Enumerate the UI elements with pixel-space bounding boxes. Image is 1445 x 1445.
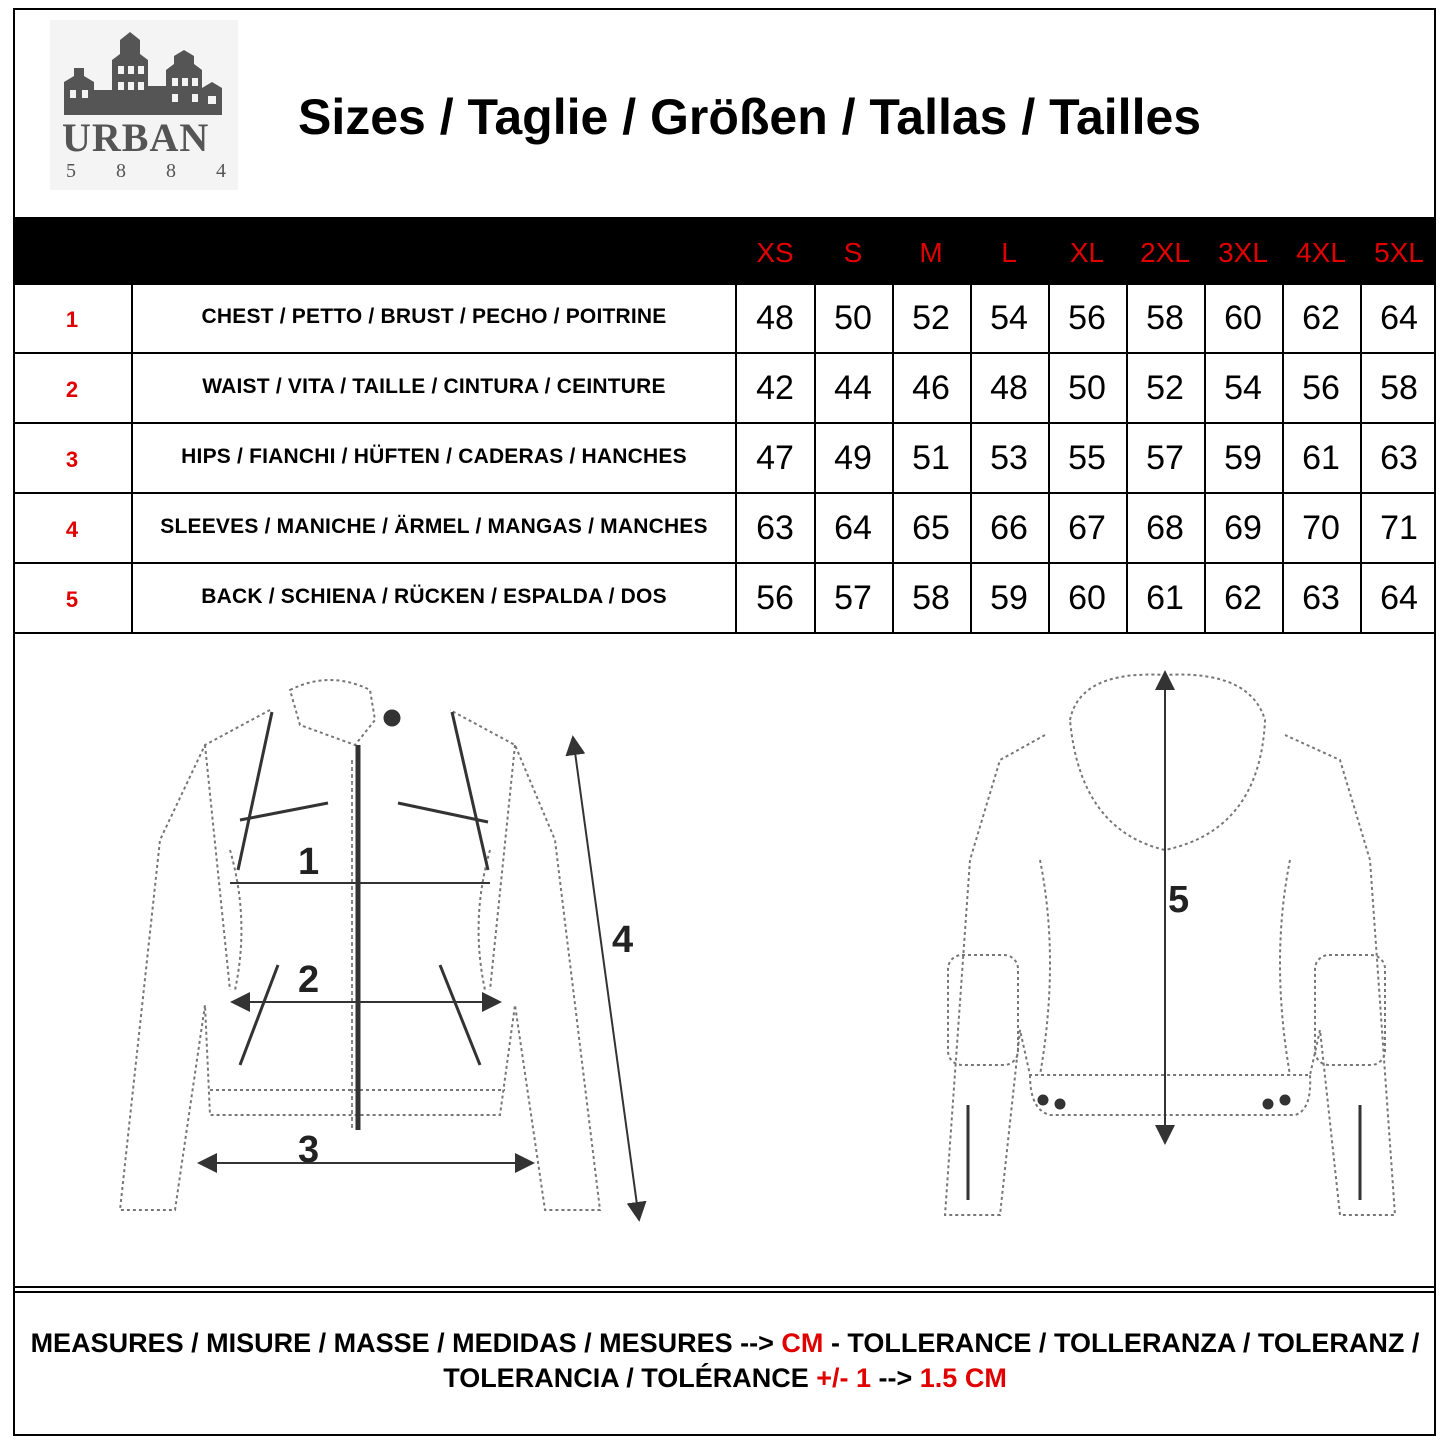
table-cell: 60 (1068, 579, 1106, 617)
brand-logo (50, 20, 238, 190)
tolerance-range: 1.5 CM (919, 1363, 1007, 1393)
measure-label-5: 5 (1168, 879, 1190, 921)
table-cell: 70 (1302, 509, 1340, 547)
table-cell: 61 (1146, 579, 1184, 617)
divider (13, 1291, 1436, 1293)
measure-label-2: 2 (298, 959, 320, 1001)
logo-digits (66, 160, 226, 183)
logo-digit: 8 (116, 160, 126, 182)
logo-digit: 4 (216, 160, 226, 182)
table-cell: 63 (756, 509, 794, 547)
row-label: SLEEVES / MANICHE / ÄRMEL / MANGAS / MANCHES (160, 515, 708, 538)
table-cell: 55 (1068, 439, 1106, 477)
measures-text: MEASURES / MISURE / MASSE / MEDIDAS / MESURES --> (30, 1328, 774, 1358)
table-cell: 54 (1224, 369, 1262, 407)
table-cell: 50 (834, 299, 872, 337)
measures-note-line2 (20, 1363, 1430, 1394)
houses-icon (50, 20, 238, 120)
table-cell: 56 (1068, 299, 1106, 337)
table-cell: 64 (1380, 579, 1418, 617)
measure-label-1: 1 (298, 841, 320, 883)
table-cell: 58 (1380, 369, 1418, 407)
back-jacket-drawing (945, 675, 1395, 1215)
table-cell: 62 (1224, 579, 1262, 617)
table-cell: 68 (1146, 509, 1184, 547)
row-number: 2 (65, 377, 79, 402)
size-label-2xl: 2XL (1140, 237, 1190, 268)
table-cell: 57 (834, 579, 872, 617)
size-label-m: M (919, 237, 943, 268)
divider (13, 1286, 1436, 1288)
tolerance-text: - TOLLERANCE / TOLLERANZA / TOLERANZ / (830, 1328, 1420, 1358)
table-cell: 48 (990, 369, 1028, 407)
table-cell: 58 (912, 579, 950, 617)
unit-text: CM (781, 1328, 824, 1358)
row-label: BACK / SCHIENA / RÜCKEN / ESPALDA / DOS (201, 585, 667, 608)
size-label-xl: XL (1069, 237, 1105, 268)
page-title: Sizes / Taglie / Größen / Tallas / Tailles (298, 89, 1202, 145)
table-cell: 58 (1146, 299, 1184, 337)
table-cell: 66 (990, 509, 1028, 547)
size-label-l: L (1001, 237, 1017, 268)
jacket-diagrams (60, 650, 1420, 1250)
table-cell: 50 (1068, 369, 1106, 407)
table-cell: 47 (756, 439, 794, 477)
table-row-divider (13, 632, 1436, 634)
logo-digit: 5 (66, 160, 76, 182)
table-cell: 63 (1302, 579, 1340, 617)
row-label: CHEST / PETTO / BRUST / PECHO / POITRINE (201, 305, 667, 328)
logo-brand-text: URBAN (62, 115, 210, 160)
table-cell: 46 (912, 369, 950, 407)
row-number: 4 (65, 517, 79, 542)
table-cell: 71 (1380, 509, 1418, 547)
table-cell: 60 (1224, 299, 1262, 337)
measure-label-3: 3 (298, 1129, 320, 1171)
table-cell: 52 (912, 299, 950, 337)
table-cell: 54 (990, 299, 1028, 337)
table-cell: 59 (990, 579, 1028, 617)
table-cell: 49 (834, 439, 872, 477)
table-cell: 44 (834, 369, 872, 407)
measures-note-line1 (20, 1328, 1430, 1359)
front-jacket-details (238, 711, 488, 1130)
table-cell: 64 (834, 509, 872, 547)
table-row-divider (13, 352, 1436, 354)
table-row-divider (13, 492, 1436, 494)
row-number: 1 (65, 307, 79, 332)
row-label: HIPS / FIANCHI / HÜFTEN / CADERAS / HANCHES (181, 445, 687, 468)
table-cell: 52 (1146, 369, 1184, 407)
table-row-divider (13, 422, 1436, 424)
row-number: 5 (65, 587, 79, 612)
table-cell: 65 (912, 509, 950, 547)
arrow-text: --> (878, 1363, 913, 1393)
table-cell: 51 (912, 439, 950, 477)
row-label: WAIST / VITA / TAILLE / CINTURA / CEINTURE (202, 375, 666, 398)
table-cell: 63 (1380, 439, 1418, 477)
size-label-xs: XS (756, 237, 794, 268)
table-row-divider (13, 283, 1436, 285)
size-label-3xl: 3XL (1218, 237, 1268, 268)
table-cell: 57 (1146, 439, 1184, 477)
table-cell: 64 (1380, 299, 1418, 337)
table-cell: 56 (1302, 369, 1340, 407)
size-label-4xl: 4XL (1296, 237, 1346, 268)
size-label-s: S (843, 237, 863, 268)
size-label-5xl: 5XL (1374, 237, 1424, 268)
row-number: 3 (65, 447, 79, 472)
measure-label-4: 4 (612, 919, 634, 961)
table-cell: 61 (1302, 439, 1340, 477)
table-cell: 67 (1068, 509, 1106, 547)
logo-digit: 8 (166, 160, 176, 182)
tolerance-value: +/- 1 (816, 1363, 871, 1393)
table-cell: 48 (756, 299, 794, 337)
table-cell: 53 (990, 439, 1028, 477)
table-cell: 56 (756, 579, 794, 617)
table-cell: 59 (1224, 439, 1262, 477)
table-cell: 42 (756, 369, 794, 407)
table-row-divider (13, 562, 1436, 564)
table-cell: 69 (1224, 509, 1262, 547)
tolerance-text: TOLERANCIA / TOLÉRANCE (443, 1363, 809, 1393)
table-cell: 62 (1302, 299, 1340, 337)
